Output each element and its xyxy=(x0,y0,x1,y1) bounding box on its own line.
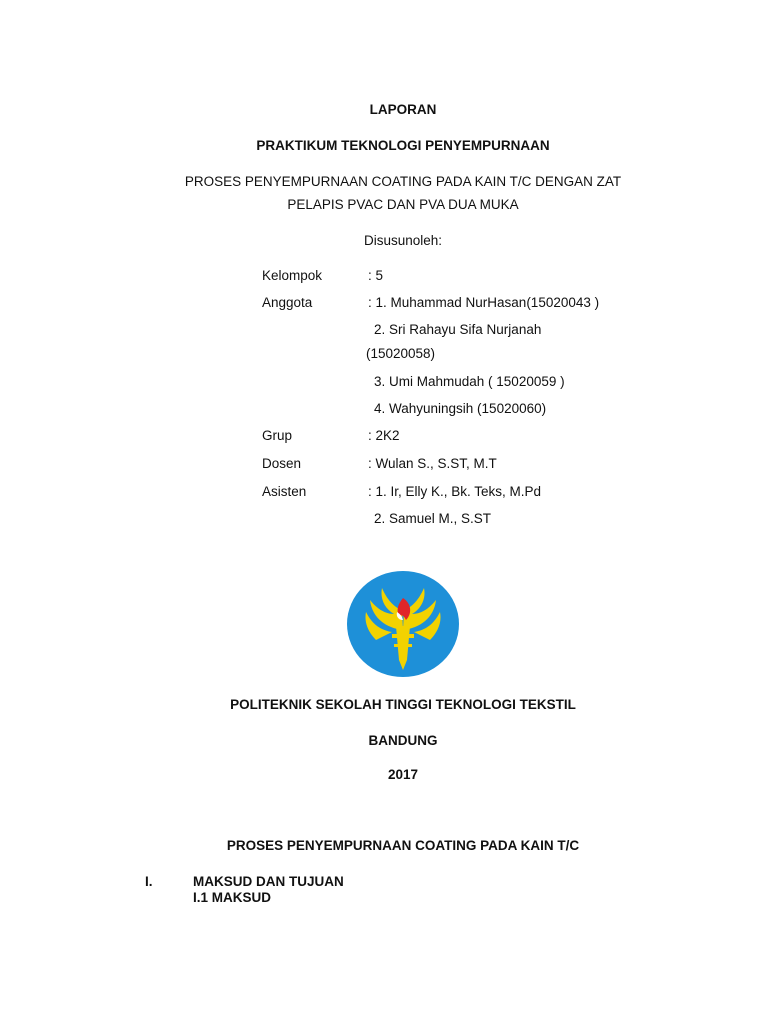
section-number: I. xyxy=(145,874,153,889)
report-title-line-1: PROSES PENYEMPURNAAN COATING PADA KAIN T/C DENGAN ZAT xyxy=(184,174,622,189)
institution-name: POLITEKNIK SEKOLAH TINGGI TEKNOLOGI TEKSTIL xyxy=(230,697,576,712)
compiled-by: Disusunoleh: xyxy=(363,233,443,248)
report-title-line-2: PELAPIS PVAC DAN PVA DUA MUKA xyxy=(287,197,519,212)
anggota-member-4: 4. Wahyuningsih (15020060) xyxy=(374,401,547,416)
asisten-2: 2. Samuel M., S.ST xyxy=(374,511,492,526)
dosen-label: Dosen xyxy=(262,456,302,471)
subsection-title: I.1 MAKSUD xyxy=(193,890,272,905)
anggota-label: Anggota xyxy=(262,295,313,310)
grup-value: : 2K2 xyxy=(368,428,400,443)
grup-label: Grup xyxy=(262,428,293,443)
dosen-value: : Wulan S., S.ST, M.T xyxy=(368,456,497,471)
section-title: MAKSUD DAN TUJUAN xyxy=(193,874,344,889)
asisten-label: Asisten xyxy=(262,484,307,499)
kelompok-label: Kelompok xyxy=(262,268,323,283)
report-label: LAPORAN xyxy=(369,102,437,117)
institution-year: 2017 xyxy=(387,767,419,782)
institution-logo xyxy=(346,570,460,678)
institution-city: BANDUNG xyxy=(368,733,438,748)
anggota-member-3: 3. Umi Mahmudah ( 15020059 ) xyxy=(374,374,565,389)
body-heading: PROSES PENYEMPURNAAN COATING PADA KAIN T/C xyxy=(226,838,580,853)
anggota-member-2: 2. Sri Rahayu Sifa Nurjanah xyxy=(374,322,542,337)
anggota-member-1: : 1. Muhammad NurHasan(15020043 ) xyxy=(368,295,600,310)
practicum-title: PRAKTIKUM TEKNOLOGI PENYEMPURNAAN xyxy=(256,138,550,153)
asisten-1: : 1. Ir, Elly K., Bk. Teks, M.Pd xyxy=(368,484,542,499)
anggota-member-2-id: (15020058) xyxy=(366,346,436,361)
kelompok-value: : 5 xyxy=(368,268,384,283)
